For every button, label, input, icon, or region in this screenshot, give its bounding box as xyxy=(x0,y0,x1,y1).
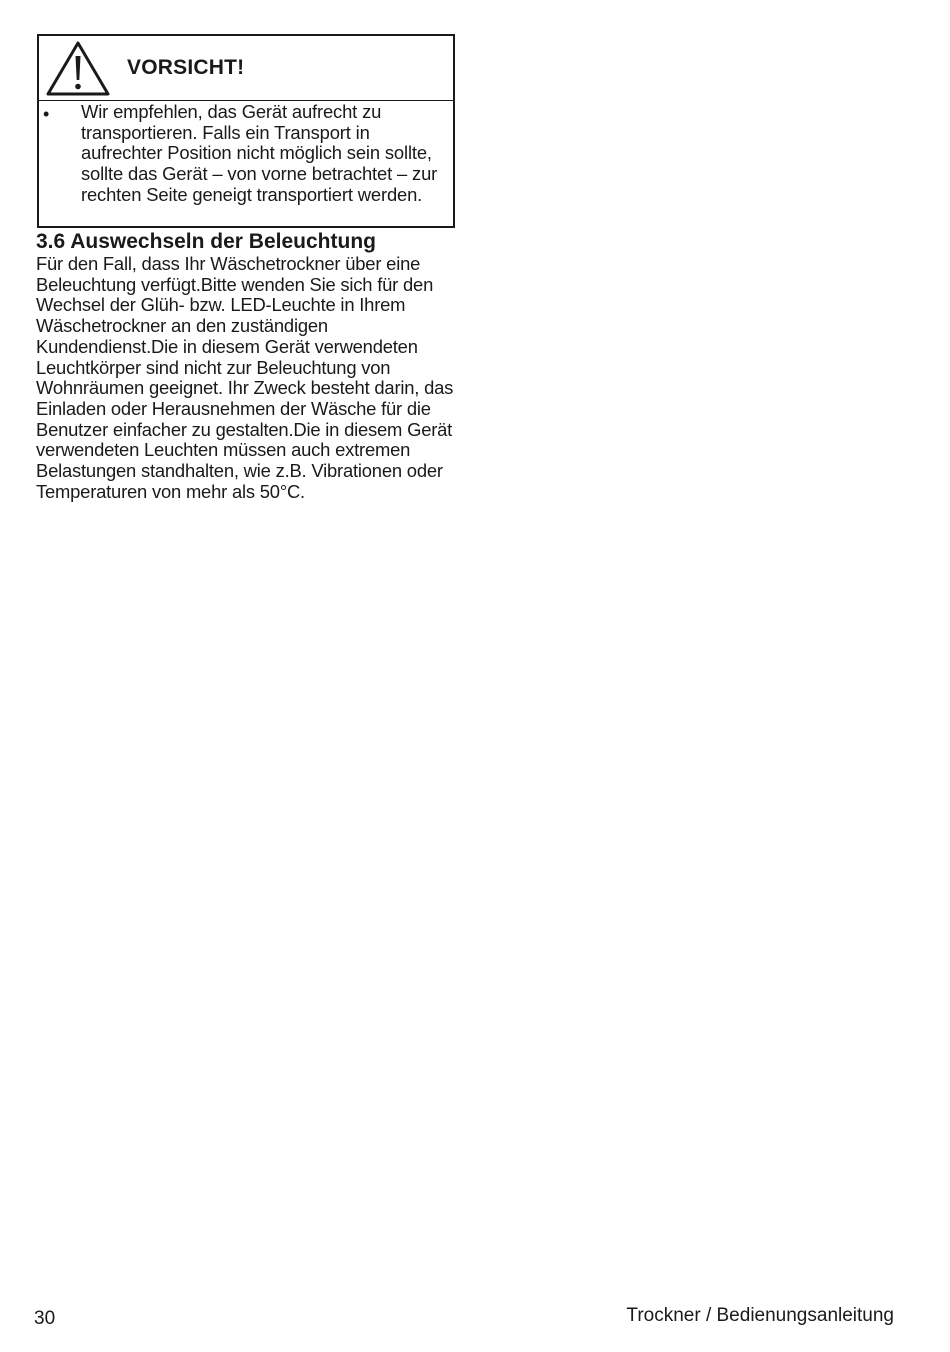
caution-header xyxy=(39,36,453,101)
caution-box xyxy=(37,34,455,228)
bullet-marker: • xyxy=(43,104,50,124)
caution-text: Wir empfehlen, das Gerät aufrecht zu transportieren. Falls ein Transport in aufrechter Position nicht möglich sein sollte, sollte das Gerät – von vorne betrachtet – zur rechten Seite geneigt transportiert werden. xyxy=(81,101,438,205)
section-heading: 3.6 Auswechseln der Beleuchtung xyxy=(36,230,376,253)
warning-triangle-icon xyxy=(45,40,111,96)
section-body: Für den Fall, dass Ihr Wäschetrockner über eine Beleuchtung verfügt.Bitte wenden Sie sich für den Wechsel der Glüh- bzw. LED-Leuchte in Ihrem Wäschetrockner an den zuständigen Kundendienst.Die in diesem Gerät verwendeten Leuchtkörper sind nicht zur Beleuchtung von Wohnräumen geeignet. Ihr Zweck besteht darin, das Einladen oder Herausnehmen der Wäsche für die Benutzer einfacher zu gestalten.Die in diesem Gerät verwendeten Leuchten müssen auch extremen Belastungen standhalten, wie z.B. Vibrationen oder Temperaturen von mehr als 50°C. xyxy=(36,253,454,502)
footer-title: Trockner / Bedienungsanleitung xyxy=(626,1305,894,1326)
caution-title: VORSICHT! xyxy=(127,56,245,79)
page-number: 30 xyxy=(34,1308,56,1329)
